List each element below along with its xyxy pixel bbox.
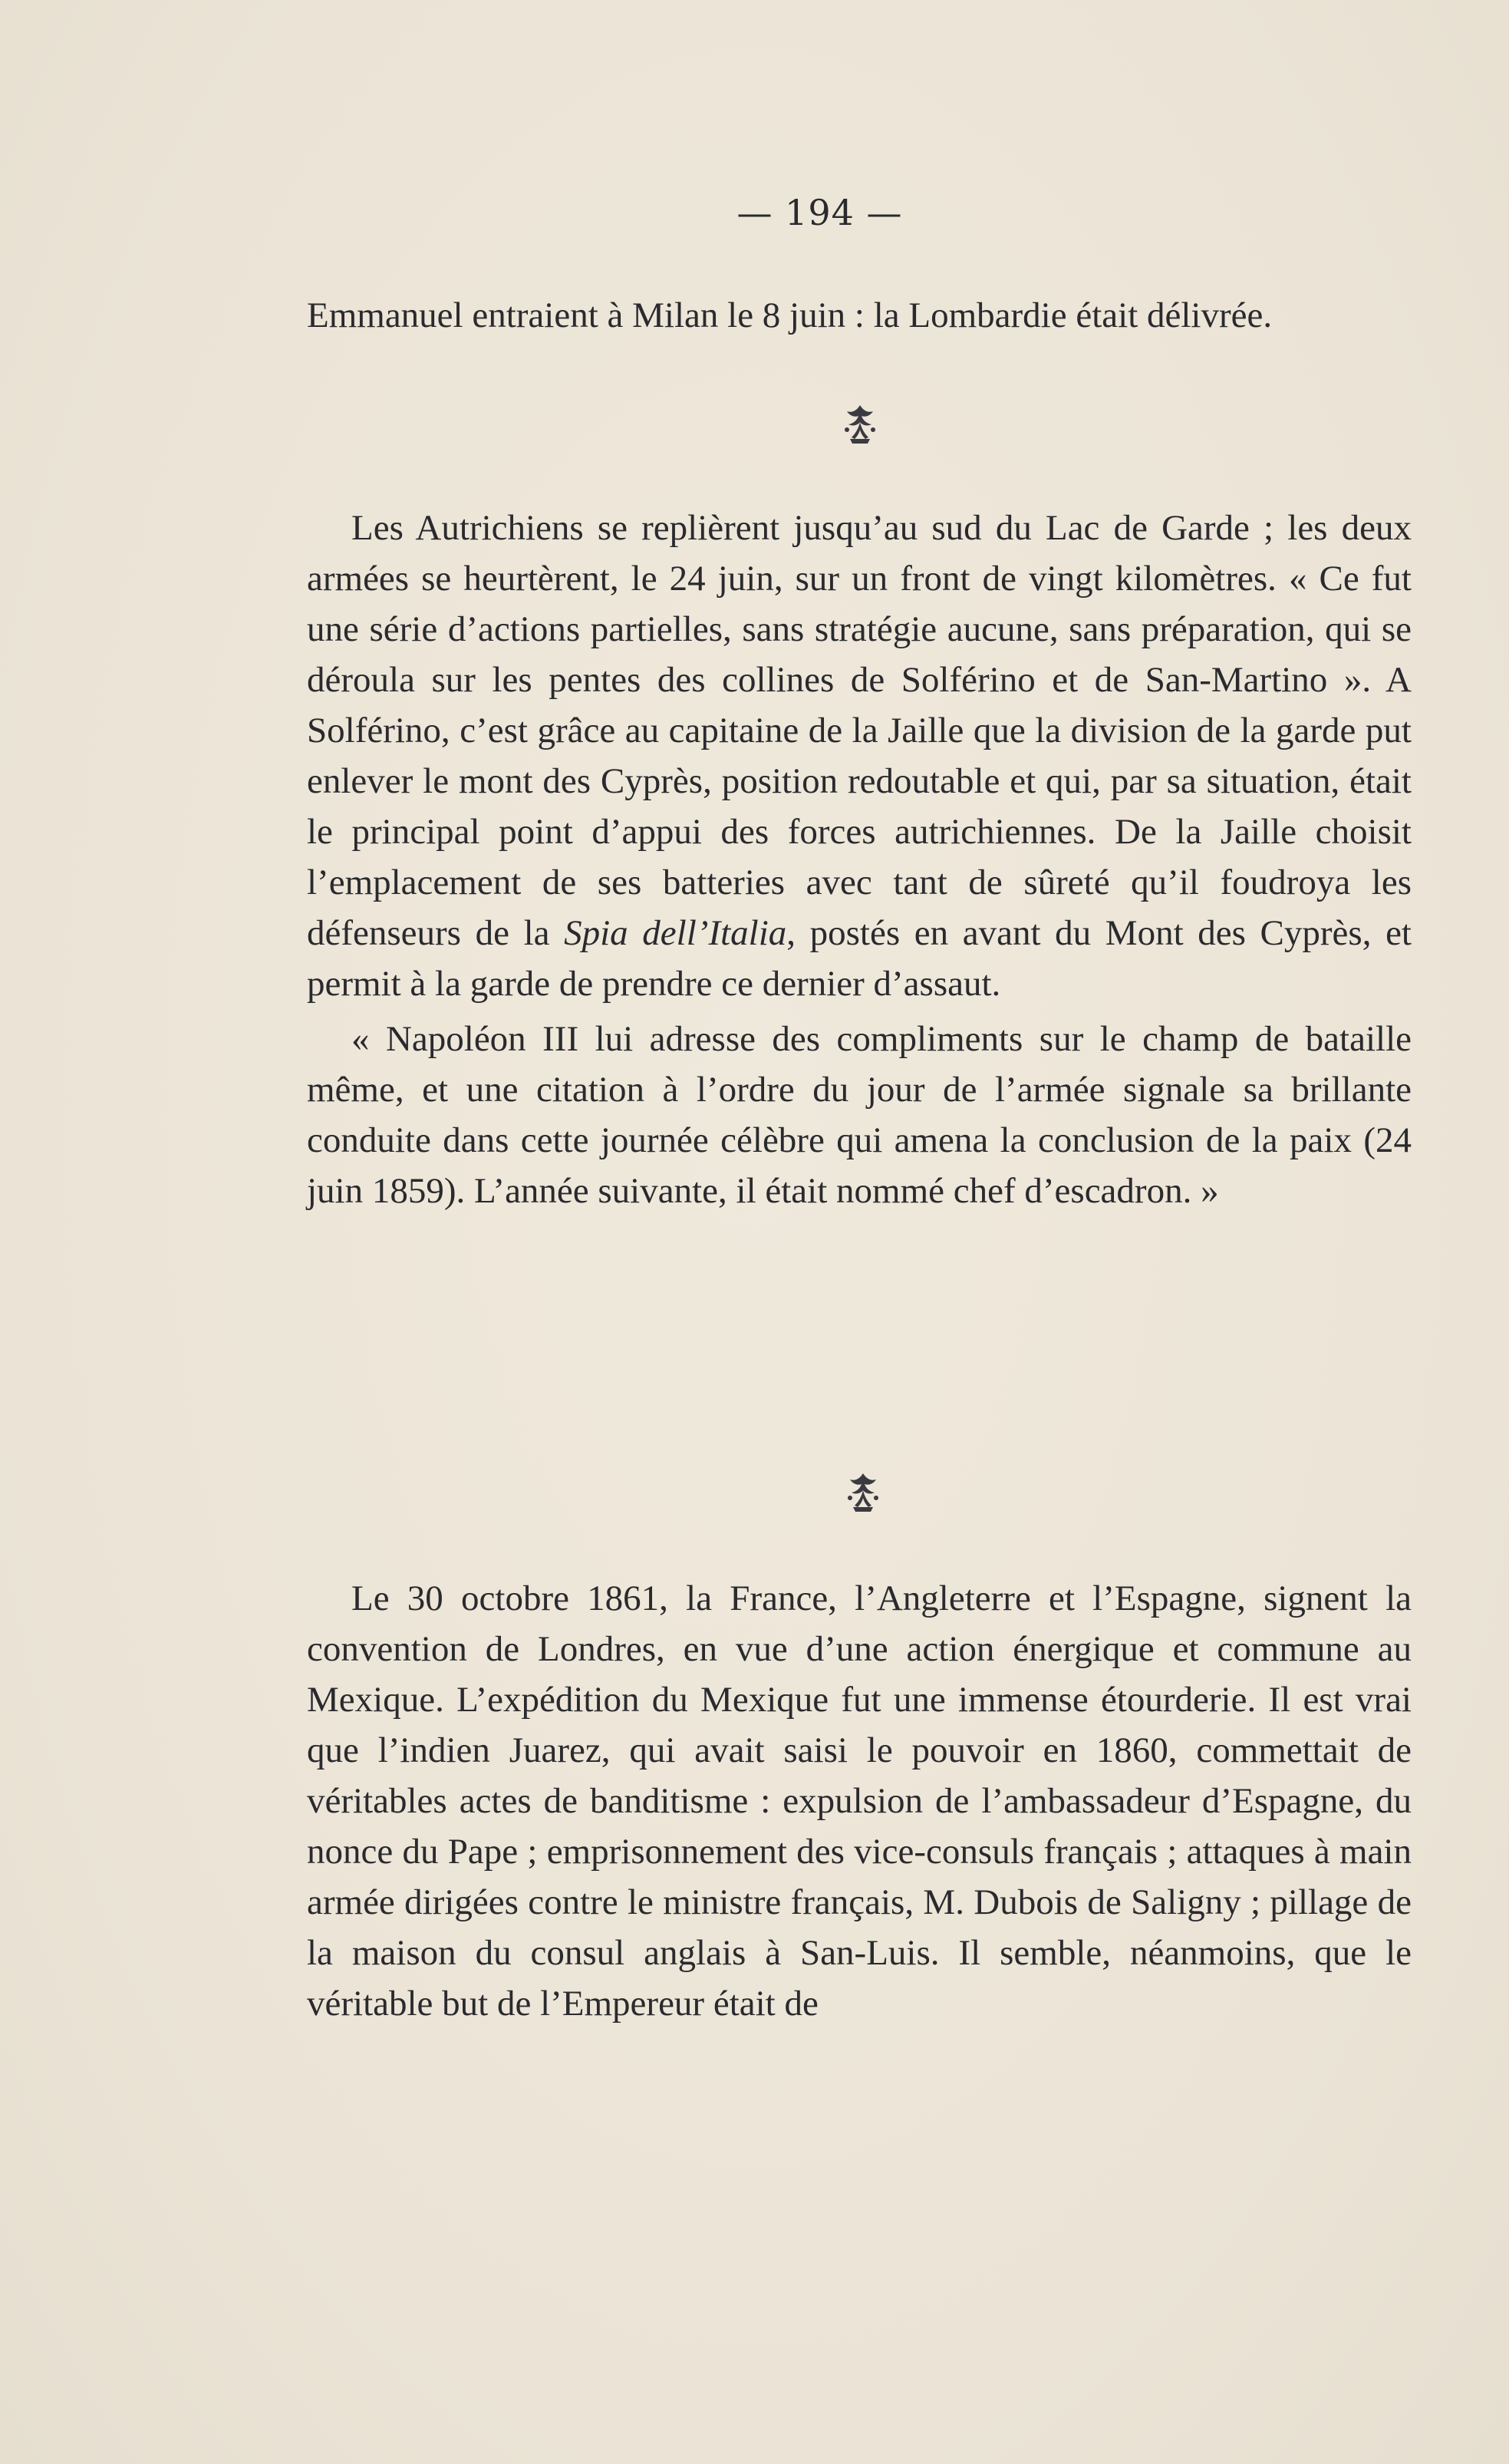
text-block-main [307, 503, 1412, 1216]
fleuron-icon [833, 399, 887, 453]
page-number [0, 192, 1509, 233]
page-number-text: — 194 — [736, 192, 903, 233]
text-block-top [307, 290, 1412, 341]
paragraph-text: Les Autrichiens se replièrent jusqu’au sud du Lac de Garde ; les deux armées se heurtèrent, le 24 juin, sur un front de vingt kilomètres. « Ce fut une série d’actions partielles, sans stratégie aucune, sans préparation, qui se déroula sur les pentes des collines de Solférino et de San-Martino ». A Solférino, c’est grâce au capitaine de la Jaille que la division de la garde put enlever le mont des Cyprès, position redoutable et qui, par sa situation, était le principal point d’appui des forces autrichiennes. De la Jaille choisit l’emplacement de ses batteries avec tant de sûreté qu’il foudroya les défenseurs de la [307, 508, 1412, 953]
paragraph: Le 30 octobre 1861, la France, l’Angleterre et l’Espagne, signent la convention de Londres, en vue d’une action énergique et commune au Mexique. L’expédition du Mexique fut une immense étourderie. Il est vrai que l’indien Juarez, qui avait saisi le pouvoir en 1860, commettait de véritables actes de banditisme : expulsion de l’ambassadeur d’Espagne, du nonce du Pape ; emprisonnement des vice-consuls français ; attaques à main armée dirigées contre le ministre français, M. Dubois de Saligny ; pillage de la maison du consul anglais à San-Luis. Il semble, néanmoins, que le véritable but de l’Empereur était de [307, 1578, 1412, 2024]
fleuron-icon [836, 1467, 890, 1521]
paragraph: « Napoléon III lui adresse des compliments sur le champ de bataille même, et une citation à l’ordre du jour de l’armée signale sa brillante conduite dans cette journée célèbre qui amena la conclusion de la paix (24 juin 1859). L’année suivante, il était nommé chef d’escadron. » [307, 1019, 1412, 1211]
paragraph-text: , postés en avant du Mont des Cyprès, et permit à la garde de prendre ce dernier d’assaut. [307, 913, 1412, 1004]
italic-place-name: Spia dell’Italia [564, 913, 787, 953]
text-block-bottom [307, 1573, 1412, 2029]
paragraph [307, 503, 1412, 1009]
paragraph: Emmanuel entraient à Milan le 8 juin : la Lombardie était délivrée. [307, 295, 1273, 335]
